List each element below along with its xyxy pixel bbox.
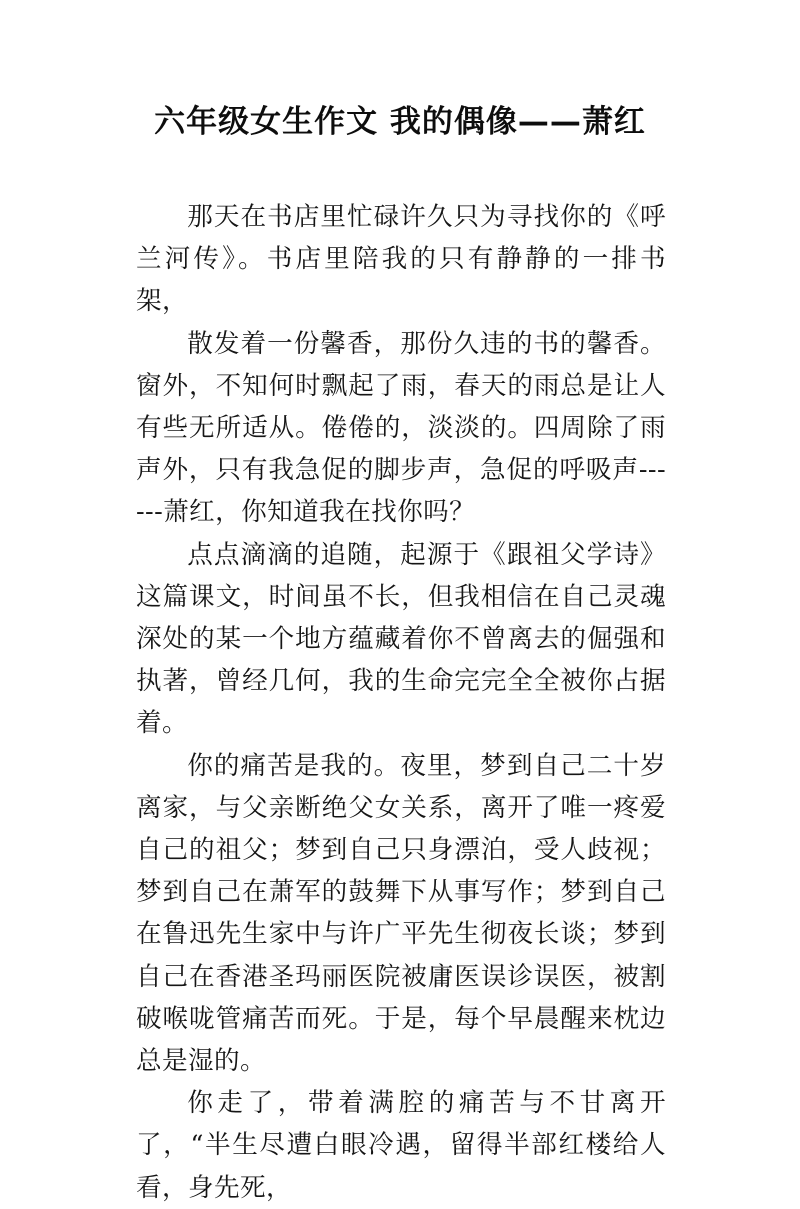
document-title: 六年级女生作文 我的偶像——萧红: [154, 104, 646, 140]
paragraph-bookstore: 那天在书店里忙碌许久只为寻找你的《呼兰河传》。书店里陪我的只有静静的一排书架，: [136, 202, 666, 317]
paragraph-departure: 你走了，带着满腔的痛苦与不甘离开了，“半生尽遭白眼冷遇，留得半部红楼给人看，身先死，: [136, 1088, 666, 1203]
paragraph-rain: 散发着一份馨香，那份久违的书的馨香。窗外，不知何时飘起了雨，春天的雨总是让人有些无所适从。倦倦的，淡淡的。四周除了雨声外，只有我急促的脚步声，急促的呼吸声------萧红，你知道我在找你吗？: [136, 328, 666, 528]
document-body: [136, 196, 666, 1209]
paragraph-origin: 点点滴滴的追随，起源于《跟祖父学诗》这篇课文，时间虽不长，但我相信在自己灵魂深处的某一个地方蕴藏着你不曾离去的倔强和执著，曾经几何，我的生命完完全全被你占据着。: [136, 539, 666, 739]
paragraph-dreams: 你的痛苦是我的。夜里，梦到自己二十岁离家，与父亲断绝父女关系，离开了唯一疼爱自己的祖父；梦到自己只身漂泊，受人歧视；梦到自己在萧军的鼓舞下从事写作；梦到自己在鲁迅先生家中与许广平先生彻夜长谈；梦到自己在香港圣玛丽医院被庸医误诊误医，被割破喉咙管痛苦而死。于是，每个早晨醒来枕边总是湿的。: [136, 750, 666, 1077]
